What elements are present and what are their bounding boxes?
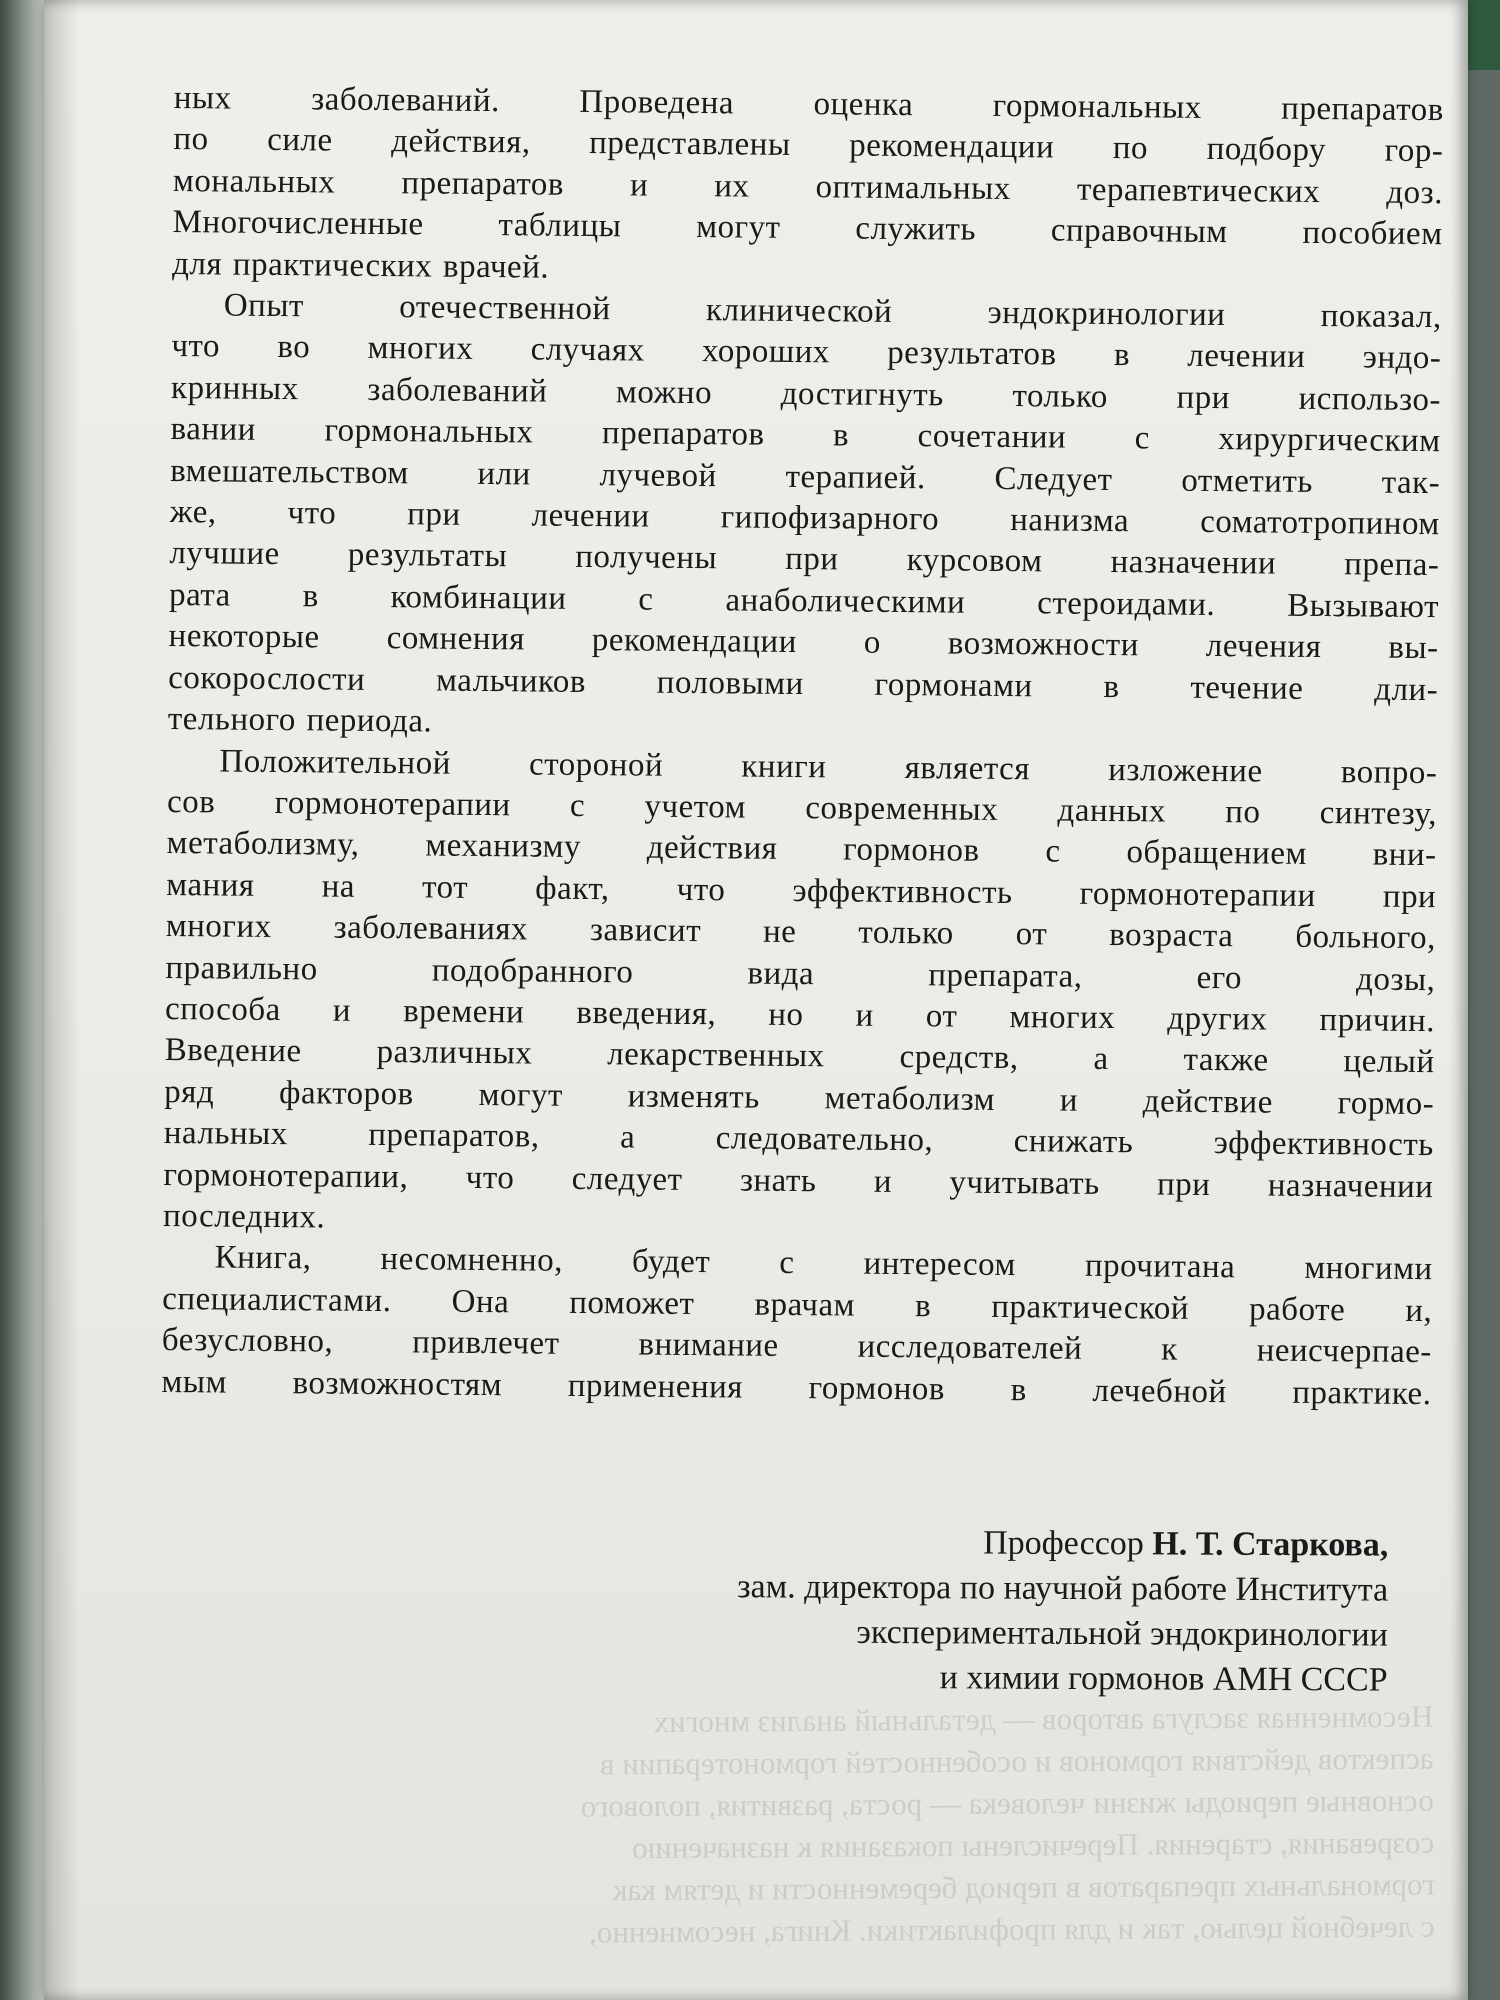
bleed-line: созревания, старения. Перечислены показания к назначению (631, 1824, 1435, 1866)
paragraph-3 (163, 740, 1438, 1249)
text-line: Многочисленные таблицы могут служить справочным пособием (172, 204, 1443, 253)
text-line: тельного периода. (167, 701, 433, 740)
text-line: специалистами. Она поможет врачам в практической работе и, (162, 1280, 1433, 1329)
signature-block (388, 1517, 1389, 1702)
bleed-through-text (173, 1696, 1435, 1957)
text-line: способа и времени введения, но и от многих других причин. (164, 990, 1436, 1040)
text-line: вмешательством или лучевой терапией. Следует отметить так- (170, 452, 1441, 501)
bleed-line: основные периоды жизни человека — роста, развития, полового (580, 1782, 1434, 1824)
text-line: лучшие результаты получены при курсовом назначении препа- (169, 535, 1440, 584)
text-line: гормонотерапии, что следует знать и учитывать при назначении (163, 1156, 1434, 1205)
signature-name-line (388, 1517, 1388, 1567)
text-line: мональных препаратов и их оптимальных терапевтических доз. (172, 162, 1444, 211)
text-line: нальных препаратов, а следовательно, снижать эффективность (163, 1115, 1434, 1164)
paragraph-2 (168, 285, 1442, 753)
text-line: мания на тот факт, что эффективность гормонотерапии при (166, 866, 1437, 915)
text-line: последних. (162, 1197, 326, 1236)
text-line: ряд факторов могут изменять метаболизм и действие гормо- (164, 1073, 1435, 1122)
text-line: вании гормональных препаратов в сочетании с хирургическим (170, 411, 1441, 460)
text-line: сов гормонотерапии с учетом современных данных по синтезу, (166, 783, 1438, 833)
text-line: Введение различных лекарственных средств, а также целый (164, 1032, 1435, 1081)
text-line: метаболизму, механизму действия гормонов с обращением вни- (166, 825, 1437, 874)
text-line: Положительной стороной книги является изложение вопро- (219, 742, 1438, 791)
text-line: сокорослости мальчиков половыми гормонами в течение дли- (168, 659, 1439, 708)
text-line: что во многих случаях хороших результатов в лечении эндо- (171, 328, 1442, 377)
text-line: для практических врачей. (172, 245, 550, 286)
book-page (44, 0, 1468, 2000)
body-text (161, 78, 1444, 1415)
text-line: безусловно, привлечет внимание исследователей к неисчерпае- (161, 1322, 1432, 1371)
bleed-line: аспектов действия гормонов и особенностей гормонотерапии в (599, 1740, 1434, 1782)
text-line: кринных заболеваний можно достигнуть только при использо- (170, 369, 1442, 419)
text-line: многих заболеваниях зависит не только от возраста больного, (165, 908, 1436, 957)
text-line: рата в комбинации с анаболическими стероидами. Вызывают (168, 576, 1440, 626)
text-line: Книга, несомненно, будет с интересом прочитана многими (214, 1239, 1433, 1288)
signature-title: Профессор (983, 1524, 1144, 1563)
text-line: правильно подобранного вида препарата, его дозы, (165, 949, 1436, 998)
signature-position-line: экспериментальной эндокринологии (856, 1613, 1388, 1654)
text-line: ных заболеваний. Проведена оценка гормональных препаратов (173, 79, 1444, 129)
bleed-line: гормональных препаратов в период беременности и детям как (612, 1866, 1435, 1908)
paragraph-4 (161, 1237, 1433, 1415)
text-line: же, что при лечении гипофизарного нанизма соматотропином (169, 494, 1440, 543)
text-line: мым возможностям применения гормонов в лечебной практике. (161, 1363, 1432, 1412)
bleed-line: с лечебной целью, так и для профилактики. Книга, несомненно, (588, 1908, 1435, 1950)
signature-position-line: зам. директора по научной работе Института (737, 1568, 1389, 1609)
text-line: некоторые сомнения рекомендации о возможности лечения вы- (168, 618, 1439, 667)
text-line: по силе действия, представлены рекомендации по подбору гор- (173, 121, 1444, 170)
signature-position-line: и химии гормонов АМН СССР (939, 1659, 1388, 1699)
signature-name: Н. Т. Старкова, (1152, 1525, 1389, 1564)
paragraph-1 (172, 78, 1444, 297)
text-line: Опыт отечественной клинической эндокринологии показал, (223, 287, 1442, 336)
bleed-line: Несомненная заслуга авторов — детальный анализ многих (653, 1698, 1434, 1740)
